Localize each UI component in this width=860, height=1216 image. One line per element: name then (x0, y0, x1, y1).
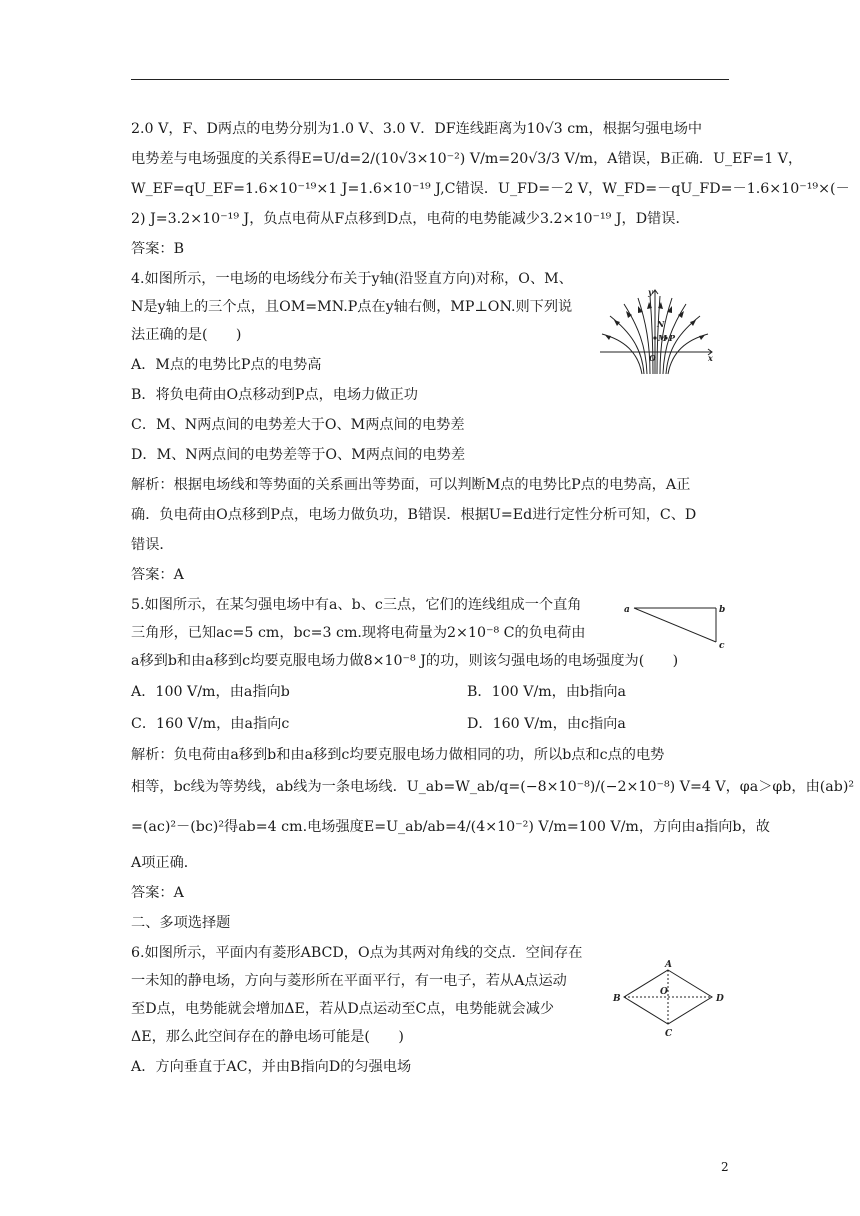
label-n: N (657, 319, 665, 329)
label-a: a (624, 605, 630, 615)
text-line-l20: A．100 V/m，由a指向b (131, 684, 290, 700)
label-C: C (665, 1029, 673, 1039)
label-B: B (613, 994, 621, 1004)
text-line-l30: 至D点，电势能就会增加ΔE，若从D点运动至C点，电势能就会减少 (131, 1001, 555, 1017)
text-line-l12: D．M、N两点间的电势差等于O、M两点间的电势差 (131, 447, 466, 463)
text-line-l31: ΔE，那么此空间存在的静电场可能是( ) (131, 1029, 404, 1045)
rhombus-figure (610, 960, 730, 1042)
text-line-l21: C．160 V/m，由a指向c (131, 716, 290, 732)
text-line-l28: 6.如图所示，平面内有菱形ABCD，O点为其两对角线的交点．空间存在 (131, 945, 583, 961)
text-line-l02: 电势差与电场强度的关系得E=U/d=2/(10√3×10⁻²) V/m=20√3/3 V/m，A错误，B正确．U_EF=1 V， (131, 151, 803, 167)
text-line-l25: A项正确． (131, 855, 198, 871)
label-m: M (658, 333, 667, 343)
label-O: O (660, 987, 668, 997)
text-line-l15: 错误． (131, 537, 174, 553)
text-line-l05: 答案：B (131, 241, 184, 257)
triangle-figure (624, 600, 730, 650)
text-line-l10: B．将负电荷由O点移动到P点，电场力做正功 (131, 387, 418, 403)
text-line-l11: C．M、N两点间的电势差大于O、M两点间的电势差 (131, 417, 465, 433)
text-line-l03: W_EF=qU_EF=1.6×10⁻¹⁹×1 J=1.6×10⁻¹⁹ J,C错误．U_FD=－2 V，W_FD=－qU_FD=－1.6×10⁻¹⁹×(－ (131, 181, 850, 197)
label-b: b (719, 605, 726, 615)
label-A: A (665, 960, 672, 970)
text-line-l08: 法正确的是( ) (131, 327, 242, 343)
text-line-l09: A．M点的电势比P点的电势高 (131, 357, 322, 373)
label-x: x (708, 353, 713, 363)
text-line-l29: 一未知的静电场，方向与菱形所在平面平行，有一电子，若从A点运动 (131, 973, 567, 989)
text-line-l13: 解析：根据电场线和等势面的关系画出等势面，可以判断M点的电势比P点的电势高，A正 (131, 477, 691, 493)
text-line-l06: 4.如图所示，一电场的电场线分布关于y轴(沿竖直方向)对称，O、M、 (131, 271, 573, 287)
text-line-l22: 解析：负电荷由a移到b和由a移到c均要克服电场力做相同的功，所以b点和c点的电势 (131, 747, 665, 763)
text-line-l01: 2.0 V，F、D两点的电势分别为1.0 V、3.0 V．DF连线距离为10√3 cm，根据匀强电场中 (131, 121, 703, 137)
text-line-l23: 相等，bc线为等势线，ab线为一条电场线．U_ab=W_ab/q=(−8×10⁻⁸)/(−2×10⁻⁸) V=4 V，φa＞φb，由(ab)² (131, 779, 855, 795)
text-line-l07: N是y轴上的三个点，且OM=MN.P点在y轴右侧，MP⊥ON.则下列说 (131, 299, 573, 315)
text-line-l26: 答案：A (131, 885, 184, 901)
page-number: 2 (721, 1160, 729, 1174)
text-line-l19: a移到b和由a移到c均要克服电场力做8×10⁻⁸ J的功，则该匀强电场的电场强度为( ) (131, 653, 679, 669)
text-line-l14: 确．负电荷由O点移到P点，电场力做负功，B错误．根据U=Ed进行定性分析可知，C、D (131, 507, 697, 523)
text-line-l17: 5.如图所示，在某匀强电场中有a、b、c三点，它们的连线组成一个直角 (131, 597, 582, 613)
label-p: P (669, 333, 676, 343)
header-rule (131, 79, 729, 80)
option-right-r1: B．100 V/m，由b指向a (467, 684, 626, 700)
text-line-l32: A．方向垂直于AC，并由B指向D的匀强电场 (131, 1059, 412, 1075)
text-line-l04: 2) J=3.2×10⁻¹⁹ J，负点电荷从F点移到D点，电荷的电势能减少3.2×10⁻¹⁹ J，D错误． (131, 211, 690, 227)
label-y: y (648, 287, 653, 297)
text-line-l18: 三角形，已知ac=5 cm，bc=3 cm.现将电荷量为2×10⁻⁸ C的负电荷由 (131, 625, 586, 641)
text-line-l27: 二、多项选择题 (131, 915, 231, 931)
option-right-r2: D．160 V/m，由c指向a (467, 716, 626, 732)
field-lines-figure (598, 282, 720, 378)
text-line-l16: 答案：A (131, 567, 184, 583)
text-line-l24: =(ac)²－(bc)²得ab=4 cm.电场强度E=U_ab/ab=4/(4×10⁻²) V/m=100 V/m，方向由a指向b，故 (131, 819, 770, 835)
label-c: c (719, 641, 725, 650)
label-D: D (716, 994, 724, 1004)
label-o: O (649, 353, 656, 363)
